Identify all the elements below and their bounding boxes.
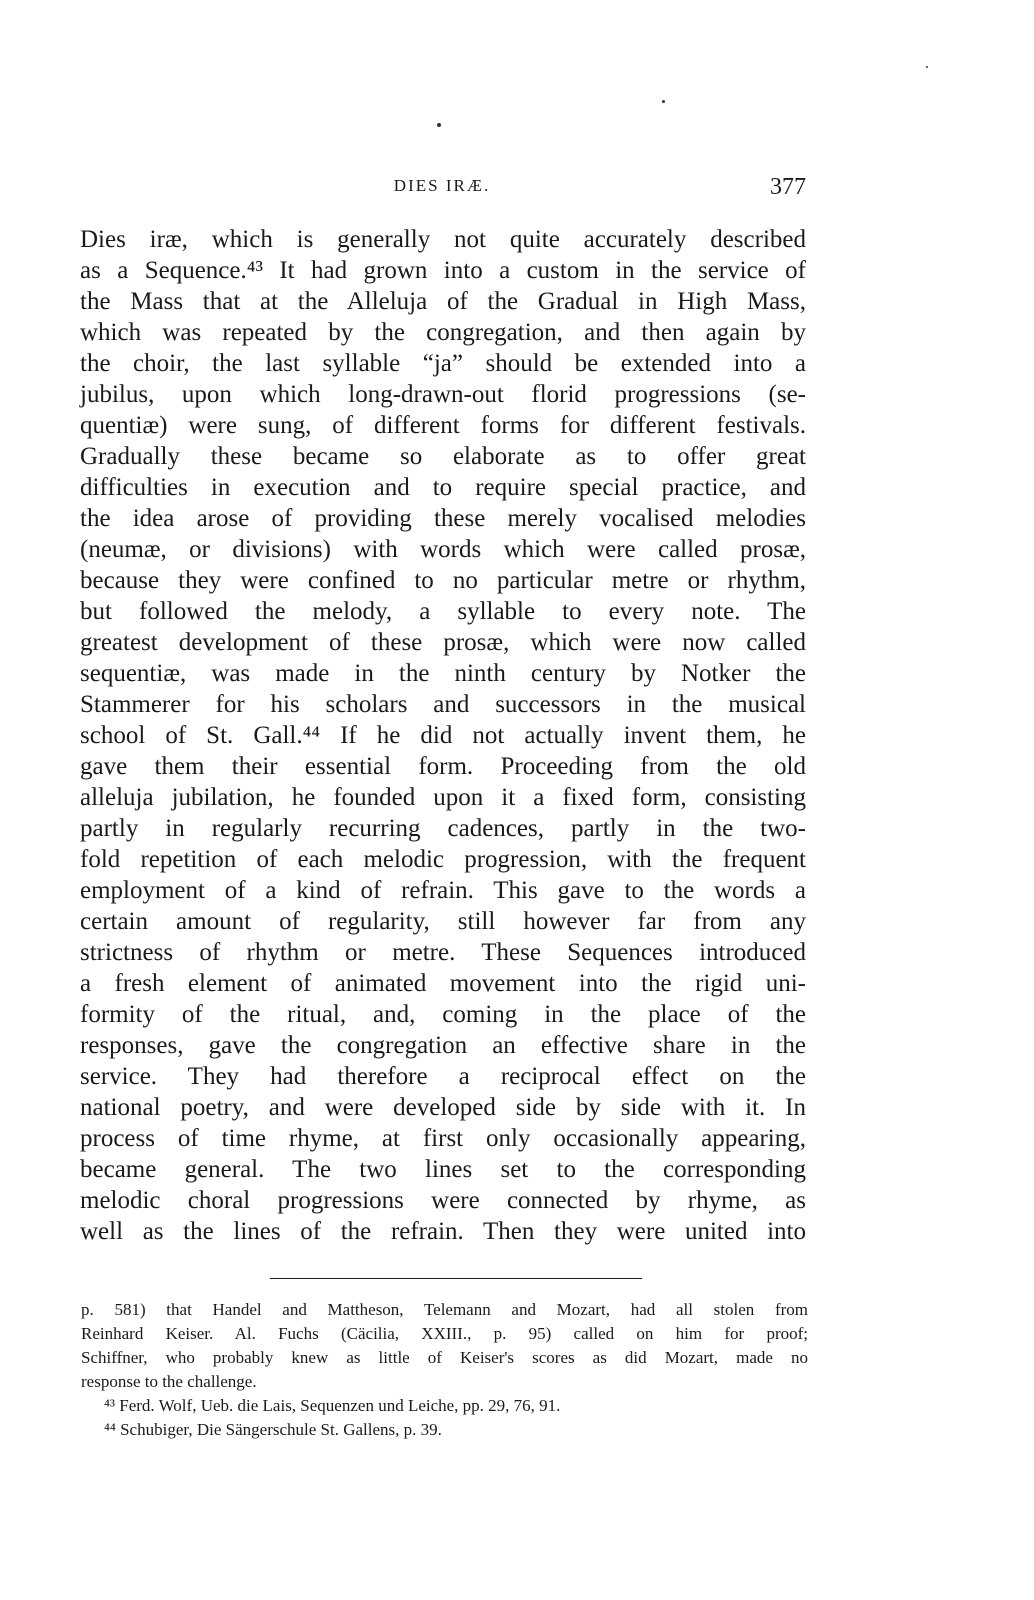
page-number: 377 [770, 174, 806, 200]
print-speck [926, 66, 928, 68]
body-line: jubilus, upon which long-drawn-out florid progressions (se- [80, 381, 806, 408]
footnotes [81, 1298, 808, 1442]
body-line: responses, gave the congregation an effective share in the [80, 1032, 806, 1059]
body-line: gave them their essential form. Proceeding from the old [80, 753, 806, 780]
body-line: sequentiæ, was made in the ninth century by Notker the [80, 660, 806, 687]
body-line: which was repeated by the congregation, and then again by [80, 319, 806, 346]
body-line: (neumæ, or divisions) with words which were called prosæ, [80, 536, 806, 563]
footnote-rule [270, 1278, 642, 1279]
print-speck [437, 123, 441, 127]
body-line: but followed the melody, a syllable to every note. The [80, 598, 806, 625]
footnote-continuation-line: Reinhard Keiser. Al. Fuchs (Cäcilia, XXIII., p. 95) called on him for proof; [81, 1324, 808, 1343]
running-head [78, 176, 806, 206]
body-line: difficulties in execution and to require special practice, and [80, 474, 806, 501]
body-line: school of St. Gall.⁴⁴ If he did not actually invent them, he [80, 722, 806, 749]
body-line: formity of the ritual, and, coming in the place of the [80, 1001, 806, 1028]
body-line: because they were confined to no particular metre or rhythm, [80, 567, 806, 594]
body-line: Dies iræ, which is generally not quite accurately described [80, 226, 806, 253]
body-line: alleluja jubilation, he founded upon it a fixed form, consisting [80, 784, 806, 811]
body-text [80, 224, 806, 1247]
body-line: quentiæ) were sung, of different forms for different festivals. [80, 412, 806, 439]
footnote-44: ⁴⁴ Schubiger, Die Sängerschule St. Gallens, p. 39. [104, 1420, 442, 1439]
body-line: partly in regularly recurring cadences, partly in the two- [80, 815, 806, 842]
body-line: strictness of rhythm or metre. These Sequences introduced [80, 939, 806, 966]
footnote-continuation-line: Schiffner, who probably knew as little of Keiser's scores as did Mozart, made no [81, 1348, 808, 1367]
body-line: the idea arose of providing these merely vocalised melodies [80, 505, 806, 532]
body-line: Gradually these became so elaborate as to offer great [80, 443, 806, 470]
running-title: DIES IRÆ. [393, 176, 491, 195]
body-line: fold repetition of each melodic progression, with the frequent [80, 846, 806, 873]
footnote-43: ⁴³ Ferd. Wolf, Ueb. die Lais, Sequenzen und Leiche, pp. 29, 76, 91. [104, 1396, 561, 1415]
body-line: greatest development of these prosæ, which were now called [80, 629, 806, 656]
body-line: the choir, the last syllable “ja” should be extended into a [80, 350, 806, 377]
body-line: the Mass that at the Alleluja of the Gradual in High Mass, [80, 288, 806, 315]
body-line: well as the lines of the refrain. Then they were united into [80, 1218, 806, 1245]
body-line: process of time rhyme, at first only occasionally appearing, [80, 1125, 806, 1152]
footnote-continuation-line: response to the challenge. [81, 1372, 257, 1391]
body-line: a fresh element of animated movement into the rigid uni- [80, 970, 806, 997]
body-line: national poetry, and were developed side by side with it. In [80, 1094, 806, 1121]
body-line: as a Sequence.⁴³ It had grown into a custom in the service of [80, 257, 806, 284]
body-line: certain amount of regularity, still however far from any [80, 908, 806, 935]
body-line: became general. The two lines set to the corresponding [80, 1156, 806, 1183]
body-line: employment of a kind of refrain. This gave to the words a [80, 877, 806, 904]
body-line: melodic choral progressions were connected by rhyme, as [80, 1187, 806, 1214]
footnote-continuation-line: p. 581) that Handel and Mattheson, Telemann and Mozart, had all stolen from [81, 1300, 808, 1319]
print-speck [662, 100, 665, 103]
body-line: service. They had therefore a reciprocal effect on the [80, 1063, 806, 1090]
body-line: Stammerer for his scholars and successors in the musical [80, 691, 806, 718]
